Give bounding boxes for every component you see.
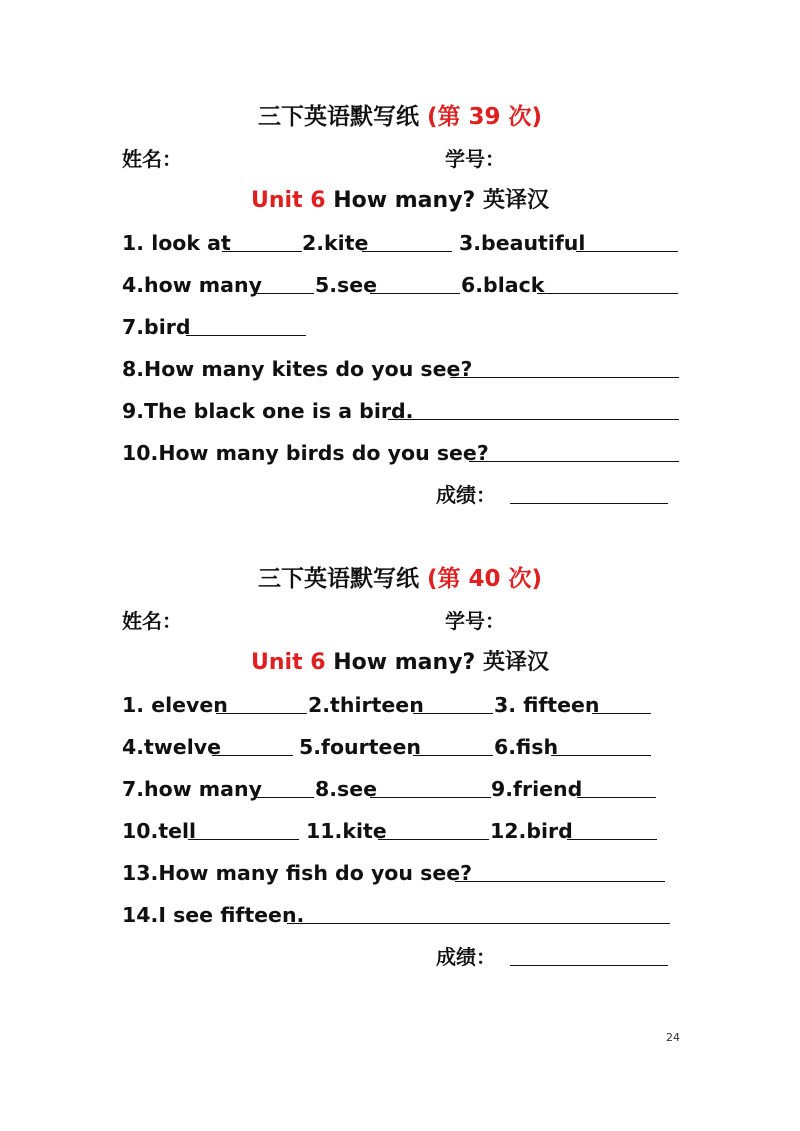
question-row-6 — [0, 433, 800, 475]
question-item: 8.How many kites do you see? — [122, 357, 473, 381]
dictation-sheet-40 — [0, 557, 800, 979]
question-item: 2.kite — [302, 231, 369, 255]
answer-blank[interactable] — [388, 419, 679, 420]
question-row-3 — [0, 307, 800, 349]
question-row-2 — [0, 727, 800, 769]
question-row-5 — [0, 391, 800, 433]
question-item: 14.I see fifteen. — [122, 903, 305, 927]
question-item: 10.tell — [122, 819, 197, 843]
student-id-label: 学号： — [445, 609, 505, 633]
question-item: 6.black — [461, 273, 545, 297]
question-row-2 — [0, 265, 800, 307]
question-item: 4.how many — [122, 273, 262, 297]
question-item: 5.see — [315, 273, 378, 297]
answer-blank[interactable] — [370, 293, 460, 294]
question-row-4 — [0, 349, 800, 391]
unit-label: Unit 6 — [251, 650, 326, 675]
question-item: 7.how many — [122, 777, 262, 801]
score-row — [0, 475, 800, 517]
question-item: 3. fifteen — [494, 693, 600, 717]
question-row-1 — [0, 223, 800, 265]
sheet-title-text: 三下英语默写纸 — [257, 566, 419, 592]
unit-title: How many? 英译汉 — [333, 650, 549, 675]
answer-blank[interactable] — [455, 881, 665, 882]
question-row-5 — [0, 853, 800, 895]
answer-blank[interactable] — [469, 461, 679, 462]
question-item: 2.thirteen — [308, 693, 424, 717]
answer-blank[interactable] — [413, 713, 493, 714]
student-info-row — [0, 601, 800, 641]
answer-blank[interactable] — [222, 251, 302, 252]
answer-blank[interactable] — [577, 797, 656, 798]
unit-heading — [0, 179, 800, 223]
answer-blank[interactable] — [551, 755, 651, 756]
page-number: 24 — [666, 1031, 680, 1044]
student-id-label: 学号： — [445, 147, 505, 171]
answer-blank[interactable] — [537, 293, 678, 294]
answer-blank[interactable] — [256, 293, 314, 294]
name-label: 姓名： — [122, 147, 182, 171]
sheet-title-count: (第 39 次) — [426, 104, 543, 130]
question-item: 1. look at — [122, 231, 231, 255]
answer-blank[interactable] — [576, 251, 678, 252]
score-blank[interactable] — [510, 503, 668, 504]
question-item: 12.bird — [490, 819, 573, 843]
name-label: 姓名： — [122, 609, 182, 633]
answer-blank[interactable] — [413, 755, 493, 756]
unit-heading — [0, 641, 800, 685]
question-item: 10.How many birds do you see? — [122, 441, 489, 465]
sheet-title-count: (第 40 次) — [426, 566, 543, 592]
dictation-sheet-39 — [0, 95, 800, 517]
answer-blank[interactable] — [212, 755, 293, 756]
answer-blank[interactable] — [188, 839, 299, 840]
unit-title: How many? 英译汉 — [333, 188, 549, 213]
answer-blank[interactable] — [378, 839, 489, 840]
answer-blank[interactable] — [370, 797, 491, 798]
question-row-3 — [0, 769, 800, 811]
question-row-4 — [0, 811, 800, 853]
sheet-title-text: 三下英语默写纸 — [257, 104, 419, 130]
question-item: 6.fish — [494, 735, 559, 759]
question-item: 1. eleven — [122, 693, 228, 717]
question-item: 9.The black one is a bird. — [122, 399, 414, 423]
sheet-title — [0, 557, 800, 601]
question-item: 5.fourteen — [299, 735, 421, 759]
answer-blank[interactable] — [362, 251, 452, 252]
question-item: 3.beautiful — [459, 231, 586, 255]
answer-blank[interactable] — [256, 797, 314, 798]
answer-blank[interactable] — [450, 377, 679, 378]
answer-blank[interactable] — [287, 923, 670, 924]
answer-blank[interactable] — [592, 713, 651, 714]
question-item: 8.see — [315, 777, 378, 801]
score-label: 成绩： — [436, 945, 496, 969]
student-info-row — [0, 139, 800, 179]
score-label: 成绩： — [436, 483, 496, 507]
sheet-title — [0, 95, 800, 139]
score-blank[interactable] — [510, 965, 668, 966]
answer-blank[interactable] — [186, 335, 306, 336]
question-item: 7.bird — [122, 315, 191, 339]
answer-blank[interactable] — [567, 839, 657, 840]
question-item: 4.twelve — [122, 735, 221, 759]
question-item: 9.friend — [491, 777, 583, 801]
unit-label: Unit 6 — [251, 188, 326, 213]
question-row-6 — [0, 895, 800, 937]
answer-blank[interactable] — [216, 713, 307, 714]
question-row-1 — [0, 685, 800, 727]
score-row — [0, 937, 800, 979]
question-item: 13.How many fish do you see? — [122, 861, 473, 885]
question-item: 11.kite — [306, 819, 387, 843]
